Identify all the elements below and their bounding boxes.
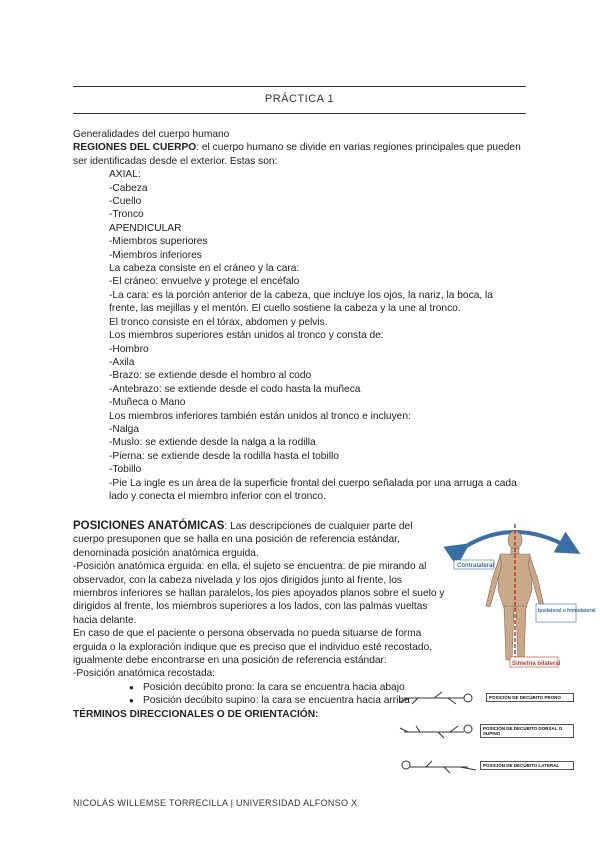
bilateral-label: Simetría bilateral <box>512 661 561 667</box>
lateral-body-icon <box>398 756 478 778</box>
intro-subtitle: Generalidades del cuerpo humano <box>73 129 230 140</box>
intro-line: -Miembros superiores <box>109 236 208 248</box>
lying-position-text: En caso de que el paciente o persona observada no pueda situarse de forma erguida o la exploración indique que es preciso que el individuo esté recostado, igualmente debe encontrarse en una posición de referencia estándar: <box>73 628 433 667</box>
supine-position-figure <box>398 720 578 742</box>
intro-line: AXIAL: <box>109 169 141 181</box>
intro-line: -Pierna: se extiende desde la rodilla hasta el tobillo <box>109 450 339 462</box>
page-footer: NICOLÁS WILLEMSE TORRECILLA | UNIVERSIDAD ALFONSO X <box>73 798 358 808</box>
intro-line: -Tobillo <box>109 464 142 476</box>
intro-line: -La cara: es la porción anterior de la cabeza, que incluye los ojos, la nariz, la boca, la frente, las mejillas y el mentón. El cuello sostiene la cabeza y la une al tronco. <box>109 289 493 315</box>
header-bottom-rule <box>73 113 526 114</box>
positions-section <box>73 520 445 721</box>
intro-line: La cabeza consiste en el cráneo y la cara: <box>109 263 300 275</box>
intro-line: -Cabeza <box>109 182 148 194</box>
intro-section <box>73 128 521 503</box>
intro-line: -Muñeca o Mano <box>109 397 186 409</box>
anatomical-figure <box>452 520 596 670</box>
positions-heading: POSICIONES ANATÓMICAS <box>73 520 225 532</box>
intro-line: -Tronco <box>109 209 144 221</box>
prone-label: POSICIÓN DE DECÚBITO PRONO <box>486 693 574 702</box>
supine-label: POSICIÓN DE DECÚBITO DORSAL O SUPINO <box>480 724 574 738</box>
intro-line: -El cráneo: envuelve y protege el encéfalo <box>109 276 300 288</box>
list-item: ● Posición decúbito supino: la cara se encuentra hacia arriba <box>143 694 445 707</box>
prone-position-figure <box>398 688 578 710</box>
intro-line: -Brazo: se extiende desde el hombro al codo <box>109 370 312 382</box>
list-item: ● Posición decúbito prono: la cara se encuentra hacia abajo <box>143 681 445 694</box>
directional-heading: TÉRMINOS DIRECCIONALES O DE ORIENTACIÓN: <box>73 708 319 720</box>
intro-line: -Miembros inferiores <box>109 249 202 261</box>
intro-line: APENDICULAR <box>109 222 182 234</box>
page-title: PRÁCTICA 1 <box>264 93 335 105</box>
intro-line: -Hombro <box>109 343 149 355</box>
regions-text: : el cuerpo humano se divide en varias regiones principales que pueden ser identificadas desde el exterior. Estas son: <box>73 142 521 167</box>
intro-line: -Nalga <box>109 423 140 435</box>
intro-line: -Antebrazo: se extiende desde el codo hasta la muñeca <box>109 383 361 395</box>
lateral-position-figure <box>398 756 578 778</box>
intro-line: Los miembros inferiores también están unidos al tronco e incluyen: <box>109 410 411 422</box>
lateral-label: POSICIÓN DE DECÚBITO LATERAL <box>480 761 574 770</box>
recumbent-list <box>73 681 445 708</box>
erect-position-text: -Posición anatómica erguida: en ella, el sujeto se encuentra: de pie mirando al observador, con la cabeza nivelada y los ojos dirigidos junto al frente, los miembros inferiores se hallan paralelos, los pies apoyados planos sobre el suelo y dirigidos al frente, los miembros superiores a los lados, con las palmas vueltas hacia delante. <box>73 561 445 626</box>
regions-heading: REGIONES DEL CUERPO <box>73 142 197 154</box>
regions-paragraph <box>73 141 521 168</box>
header-top-rule <box>73 86 526 87</box>
prone-body-icon <box>398 688 478 710</box>
intro-line: -Cuello <box>109 196 142 208</box>
intro-line: -Axila <box>109 356 135 368</box>
intro-line: -Pie La ingle es un área de la superficie frontal del cuerpo señalada por una arruga a cada lado y conecta el miembro inferior con el tronco. <box>109 477 517 502</box>
human-body-illustration <box>452 520 596 670</box>
recumbent-heading: -Posición anatómica recostada: <box>73 668 216 680</box>
intro-line: Los miembros superiores están unidos al tronco y consta de: <box>109 330 384 342</box>
ipsilateral-label: Ipsilateral o homolateral <box>538 608 596 614</box>
supine-body-icon <box>398 720 478 742</box>
positions-paragraph <box>73 520 445 560</box>
positions-text: : Las descripciones de cualquier parte del cuerpo presuponen que se halla en una posición de referencia estándar, denominada posición anatómica erguida. <box>73 521 413 559</box>
intro-line: El tronco consiste en el tórax, abdomen y pelvis. <box>109 316 328 328</box>
intro-line: -Muslo: se extiende desde la nalga a la rodilla <box>109 437 316 449</box>
contralateral-label: Contralateral <box>457 563 495 569</box>
